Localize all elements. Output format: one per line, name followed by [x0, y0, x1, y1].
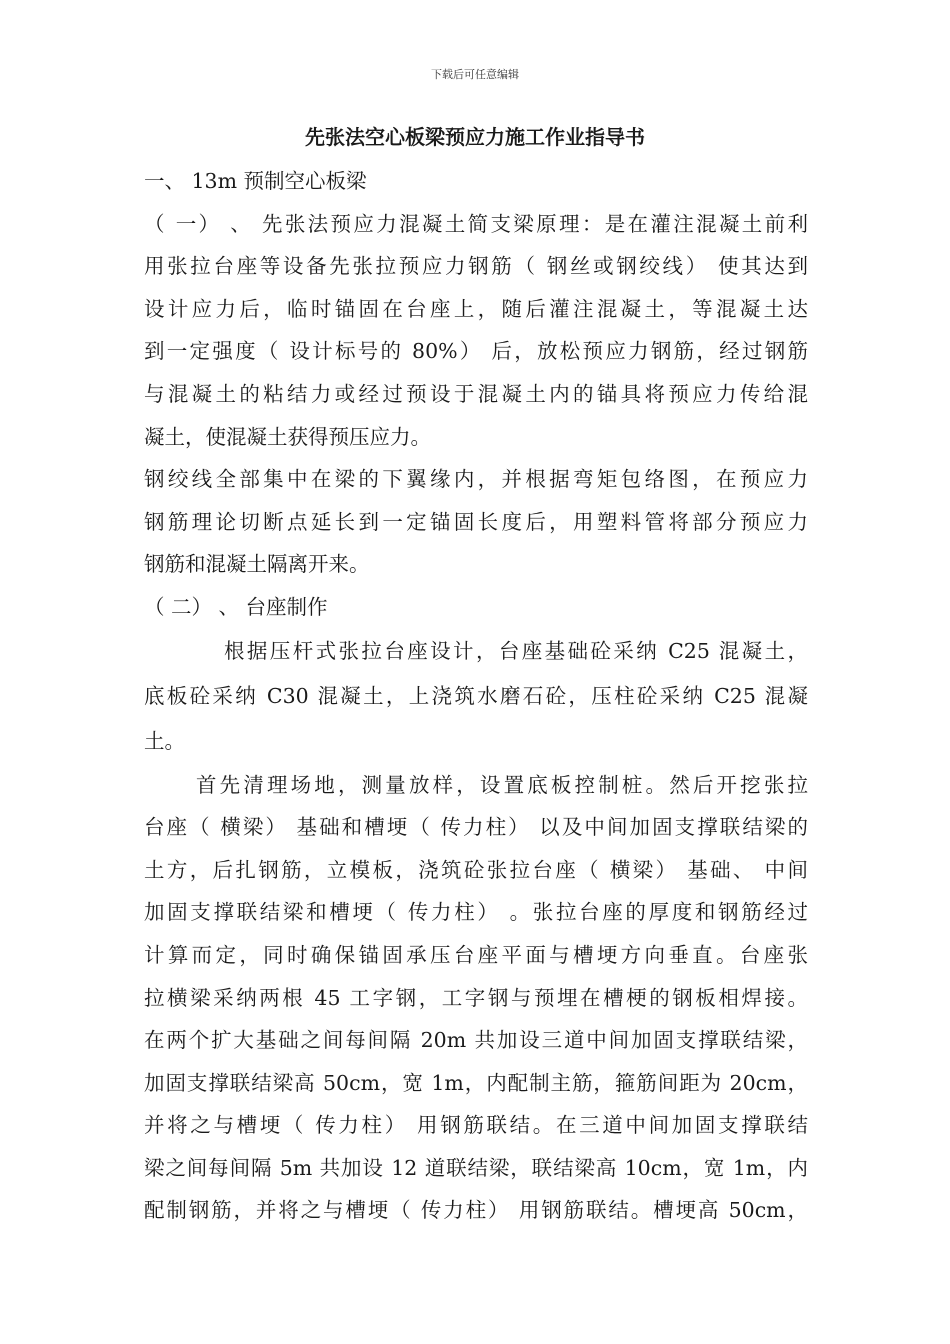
paragraph-line: 配制钢筋，并将之与槽埂（ 传力柱） 用钢筋联结。槽埂高 50cm，	[144, 1198, 808, 1223]
page-header-note: 下载后可任意编辑	[431, 68, 519, 81]
paragraph-line: （ 一） 、 先张法预应力混凝土简支梁原理：是在灌注混凝土前利	[144, 211, 808, 236]
paragraph-line: 与混凝土的粘结力或经过预设于混凝土内的锚具将预应力传给混	[144, 381, 808, 406]
paragraph-line: 到一定强度（ 设计标号的 80%） 后，放松预应力钢筋，经过钢筋	[144, 339, 808, 364]
paragraph-line: 凝土，使混凝土获得预压应力。	[144, 424, 431, 449]
paragraph-line: 土方，后扎钢筋，立模板，浇筑砼张拉台座（ 横梁） 基础、 中间	[144, 857, 808, 882]
document-title: 先张法空心板梁预应力施工作业指导书	[305, 125, 645, 149]
paragraph-line: 根据压杆式张拉台座设计，台座基础砼采纳 C25 混凝土，	[224, 638, 808, 663]
paragraph-line: 底板砼采纳 C30 混凝土，上浇筑水磨石砼，压柱砼采纳 C25 混凝	[144, 683, 808, 708]
paragraph-line: 梁之间每间隔 5m 共加设 12 道联结梁，联结梁高 10cm，宽 1m，内	[144, 1155, 808, 1180]
paragraph-line: 加固支撑联结梁和槽埂（ 传力柱） 。张拉台座的厚度和钢筋经过	[144, 900, 808, 925]
paragraph-line: 设计应力后，临时锚固在台座上，随后灌注混凝土，等混凝土达	[144, 296, 808, 321]
section-heading: 一、 13m 预制空心板梁	[144, 169, 367, 193]
paragraph-line: 拉横梁采纳两根 45 工字钢，工字钢与预埋在槽梗的钢板相焊接。	[144, 985, 808, 1010]
paragraph-line: 并将之与槽埂（ 传力柱） 用钢筋联结。在三道中间加固支撑联结	[144, 1113, 808, 1138]
paragraph-line: 用张拉台座等设备先张拉预应力钢筋（ 钢丝或钢绞线） 使其达到	[144, 254, 808, 279]
paragraph-line: 台座（ 横梁） 基础和槽埂（ 传力柱） 以及中间加固支撑联结梁的	[144, 815, 808, 840]
paragraph-line: 钢筋和混凝土隔离开来。	[144, 552, 370, 577]
paragraph-line: 钢筋理论切断点延长到一定锚固长度后，用塑料管将部分预应力	[144, 509, 808, 534]
paragraph-line: 加固支撑联结梁高 50cm，宽 1m，内配制主筋，箍筋间距为 20cm，	[144, 1070, 808, 1095]
subsection-heading: （ 二） 、 台座制作	[144, 594, 328, 619]
paragraph-line: 在两个扩大基础之间每间隔 20m 共加设三道中间加固支撑联结梁，	[144, 1028, 808, 1053]
document-body	[144, 160, 808, 1232]
paragraph-line: 钢绞线全部集中在梁的下翼缘内，并根据弯矩包络图，在预应力	[144, 467, 808, 492]
paragraph-line: 计算而定，同时确保锚固承压台座平面与槽埂方向垂直。台座张	[144, 942, 808, 967]
paragraph-line: 首先清理场地，测量放样，设置底板控制桩。然后开挖张拉	[196, 772, 808, 797]
paragraph-line: 土。	[144, 728, 185, 753]
